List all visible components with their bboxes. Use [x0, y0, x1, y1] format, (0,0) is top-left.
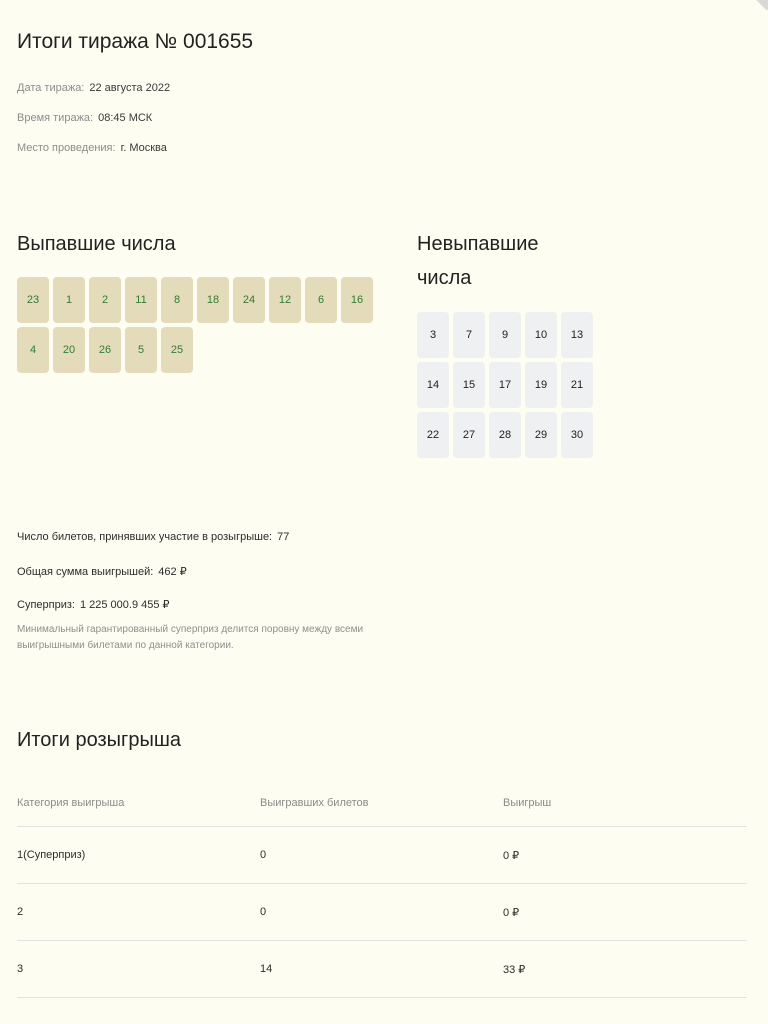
- missed-number-ball: 9: [489, 312, 521, 358]
- prize-cell: 33 ₽: [503, 941, 747, 998]
- draw-time-value: 08:45 МСК: [98, 112, 153, 124]
- page-title: Итоги тиража № 001655: [17, 30, 254, 53]
- missed-numbers-title: Невыпавшие числа: [417, 233, 539, 289]
- results-table: [17, 780, 747, 998]
- drawn-number-ball: 16: [341, 277, 373, 323]
- drawn-numbers-grid: [17, 277, 373, 373]
- missed-number-ball: 22: [417, 412, 449, 458]
- tickets-count-value: 77: [277, 531, 290, 543]
- missed-number-ball: 10: [525, 312, 557, 358]
- drawn-numbers-title: Выпавшие числа: [17, 233, 176, 255]
- missed-number-ball: 19: [525, 362, 557, 408]
- drawn-number-ball: 1: [53, 277, 85, 323]
- missed-number-ball: 14: [417, 362, 449, 408]
- drawn-number-ball: 23: [17, 277, 49, 323]
- drawn-number-ball: 5: [125, 327, 157, 373]
- total-winnings-label: Общая сумма выигрышей:: [17, 566, 154, 578]
- drawn-number-ball: 8: [161, 277, 193, 323]
- draw-date: [17, 82, 170, 94]
- page-corner-decoration: [754, 0, 768, 10]
- draw-results-page: [17, 0, 747, 1024]
- prize-cell: 0 ₽: [503, 827, 747, 884]
- superprize: [17, 598, 170, 611]
- tickets-cell: 14: [260, 941, 503, 998]
- drawn-number-ball: 20: [53, 327, 85, 373]
- results-title: Итоги розыгрыша: [17, 729, 181, 751]
- missed-number-ball: 17: [489, 362, 521, 408]
- missed-number-ball: 3: [417, 312, 449, 358]
- tickets-count-label: Число билетов, принявших участие в розыгрыше:: [17, 531, 273, 543]
- missed-numbers-grid: [417, 312, 593, 458]
- drawn-number-ball: 2: [89, 277, 121, 323]
- category-cell: 3: [17, 941, 260, 998]
- superprize-value: 1 225 000.9 455 ₽: [79, 599, 170, 611]
- superprize-label: Суперприз:: [17, 599, 75, 611]
- missed-number-ball: 29: [525, 412, 557, 458]
- drawn-number-ball: 24: [233, 277, 265, 323]
- draw-location-label: Место проведения:: [17, 142, 116, 154]
- superprize-note: Минимальный гарантированный суперприз делится поровну между всеми выигрышными билетами по данной категории.: [17, 624, 364, 651]
- drawn-number-ball: 4: [17, 327, 49, 373]
- tickets-cell: 0: [260, 884, 503, 941]
- column-header-prize: Выигрыш: [503, 780, 747, 827]
- missed-number-ball: 21: [561, 362, 593, 408]
- table-row: [17, 884, 747, 941]
- drawn-number-ball: 12: [269, 277, 301, 323]
- prize-cell: 0 ₽: [503, 884, 747, 941]
- drawn-number-ball: 11: [125, 277, 157, 323]
- draw-date-label: Дата тиража:: [17, 82, 85, 94]
- category-cell: 1(Суперприз): [17, 827, 260, 884]
- total-winnings: [17, 565, 187, 578]
- drawn-number-ball: 26: [89, 327, 121, 373]
- missed-number-ball: 15: [453, 362, 485, 408]
- missed-number-ball: 28: [489, 412, 521, 458]
- tickets-cell: 0: [260, 827, 503, 884]
- table-row: [17, 941, 747, 998]
- results-header-row: [17, 780, 747, 827]
- drawn-number-ball: 18: [197, 277, 229, 323]
- draw-time: [17, 112, 152, 124]
- category-cell: 2: [17, 884, 260, 941]
- total-winnings-value: 462 ₽: [158, 566, 187, 578]
- drawn-number-ball: 25: [161, 327, 193, 373]
- tickets-count: [17, 531, 289, 543]
- column-header-tickets: Выигравших билетов: [260, 780, 503, 827]
- missed-number-ball: 30: [561, 412, 593, 458]
- draw-time-label: Время тиража:: [17, 112, 94, 124]
- draw-date-value: 22 августа 2022: [89, 82, 171, 94]
- column-header-category: Категория выигрыша: [17, 780, 260, 827]
- draw-location: [17, 142, 167, 154]
- drawn-number-ball: 6: [305, 277, 337, 323]
- missed-number-ball: 27: [453, 412, 485, 458]
- table-row: [17, 827, 747, 884]
- missed-number-ball: 13: [561, 312, 593, 358]
- draw-location-value: г. Москва: [120, 142, 167, 154]
- missed-number-ball: 7: [453, 312, 485, 358]
